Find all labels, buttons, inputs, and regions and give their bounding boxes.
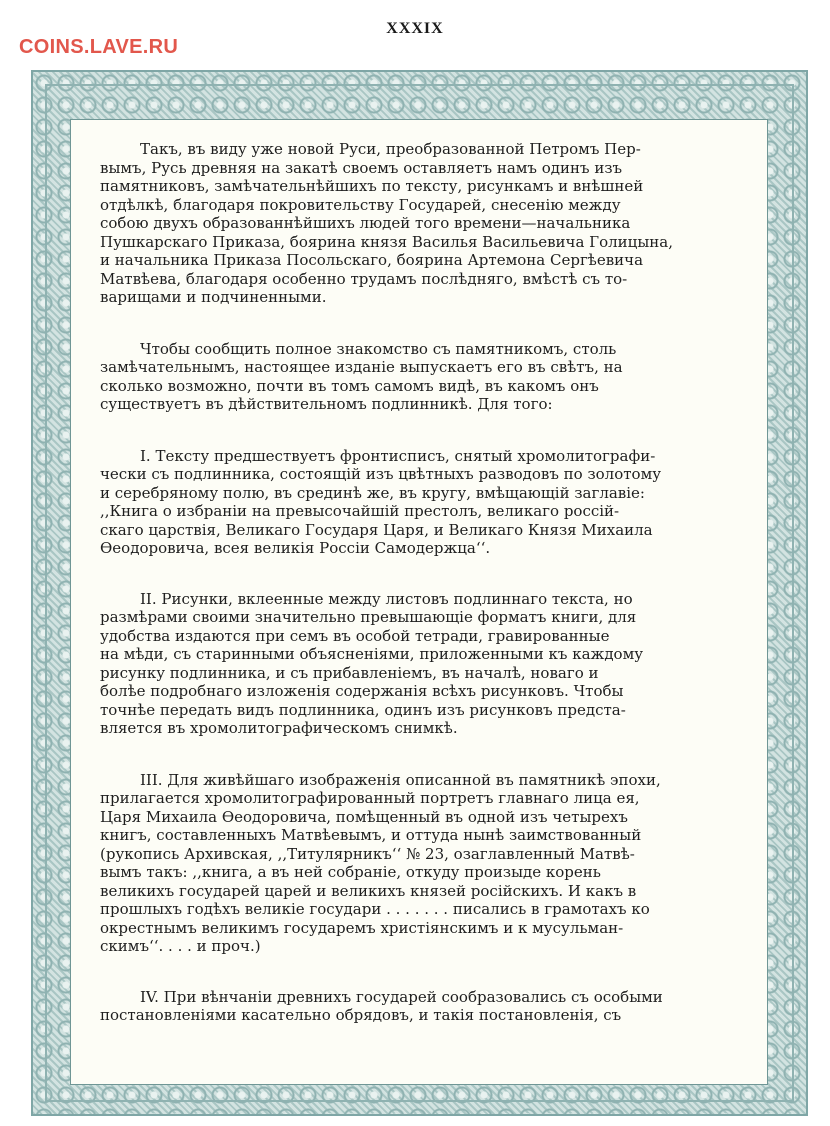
- paragraph-item-1: I. Тексту предшествуетъ фронтисписъ, снятый хромолитографи- чески съ подлинника, состоящій изъ цвѣтныхъ разводовъ по золотому и серебряному полю, въ срединѣ же, въ кругу, вмѣщающій заглавіе: ,,Книга о избраніи на превысочайшій престолъ, великаго россій- скаго царствія, Великаго Государя Царя, и Великаго Князя Михаила Ѳеодоровича, всея великія Россіи Самодержца‘‘.: [100, 446, 662, 557]
- paragraph-item-3: III. Для живѣйшаго изображенія описанной въ памятникѣ эпохи, прилагается хромолитографированный портретъ главнаго лица ея, Царя Михаила Ѳеодоровича, помѣщенный въ одной изъ четырехъ книгъ, составленныхъ Матвѣевымъ, и оттуда нынѣ заимствованный (рукопись Архивская, ,,Титулярникъ‘‘ № 23, озаглавленный Матвѣ- вымъ такъ: ,,книга, а въ ней собраніе, откуду произыде корень великихъ государей царей и великихъ князей російскихъ. И какъ в прошлыхъ годѣхъ великіе государи . . . . . . . писались в грамотахъ ко окрестнымъ великимъ государемъ христіянскимъ и к мусульман- скимъ‘‘. . . . и проч.): [100, 770, 661, 955]
- page-number: XXXIX: [386, 20, 444, 37]
- document-body: [100, 140, 730, 1057]
- watermark: COINS.LAVE.RU: [19, 36, 179, 58]
- paragraph-intro: Такъ, въ виду уже новой Руси, преобразованной Петромъ Пер- вымъ, Русь древняя на закатѣ своемъ оставляетъ намъ одинъ изъ памятниковъ, замѣчательнѣйшихъ по тексту, рисункамъ и внѣшней отдѣлкѣ, благодаря покровительству Государей, снесенію между собою двухъ образованнѣйшихъ людей того времени—начальника Пушкарскаго Приказа, боярина князя Василья Васильевича Голицына, и начальника Приказа Посольскаго, боярина Артемона Сергѣевича Матвѣева, благодаря особенно трудамъ послѣдняго, вмѣстѣ съ то- варищами и подчиненными.: [100, 140, 673, 306]
- paragraph-purpose: Чтобы сообщить полное знакомство съ памятникомъ, столь замѣчательнымъ, настоящее изданіе выпускаетъ его въ свѣтъ, на сколько возможно, почти въ томъ самомъ видѣ, въ какомъ онъ существуетъ въ дѣйствительномъ подлинникѣ. Для того:: [100, 339, 623, 413]
- paragraph-item-4: IV. При вѣнчаніи древнихъ государей сообразовались съ особыми постановленіями касательно обрядовъ, и такія постановленія, съ: [100, 987, 663, 1024]
- paragraph-item-2: II. Рисунки, вклеенные между листовъ подлиннаго текста, но размѣрами своими значительно превышающіе форматъ книги, для удобства издаются при семъ въ особой тетради, гравированные на мѣди, съ старинными объясненіями, приложенными къ каждому рисунку подлинника, и съ прибавленіемъ, въ началѣ, новаго и болѣе подробнаго изложенія содержанія всѣхъ рисунковъ. Чтобы точнѣе передать видъ подлинника, одинъ изъ рисунковъ предста- вляется въ хромолитографическомъ снимкѣ.: [100, 589, 644, 737]
